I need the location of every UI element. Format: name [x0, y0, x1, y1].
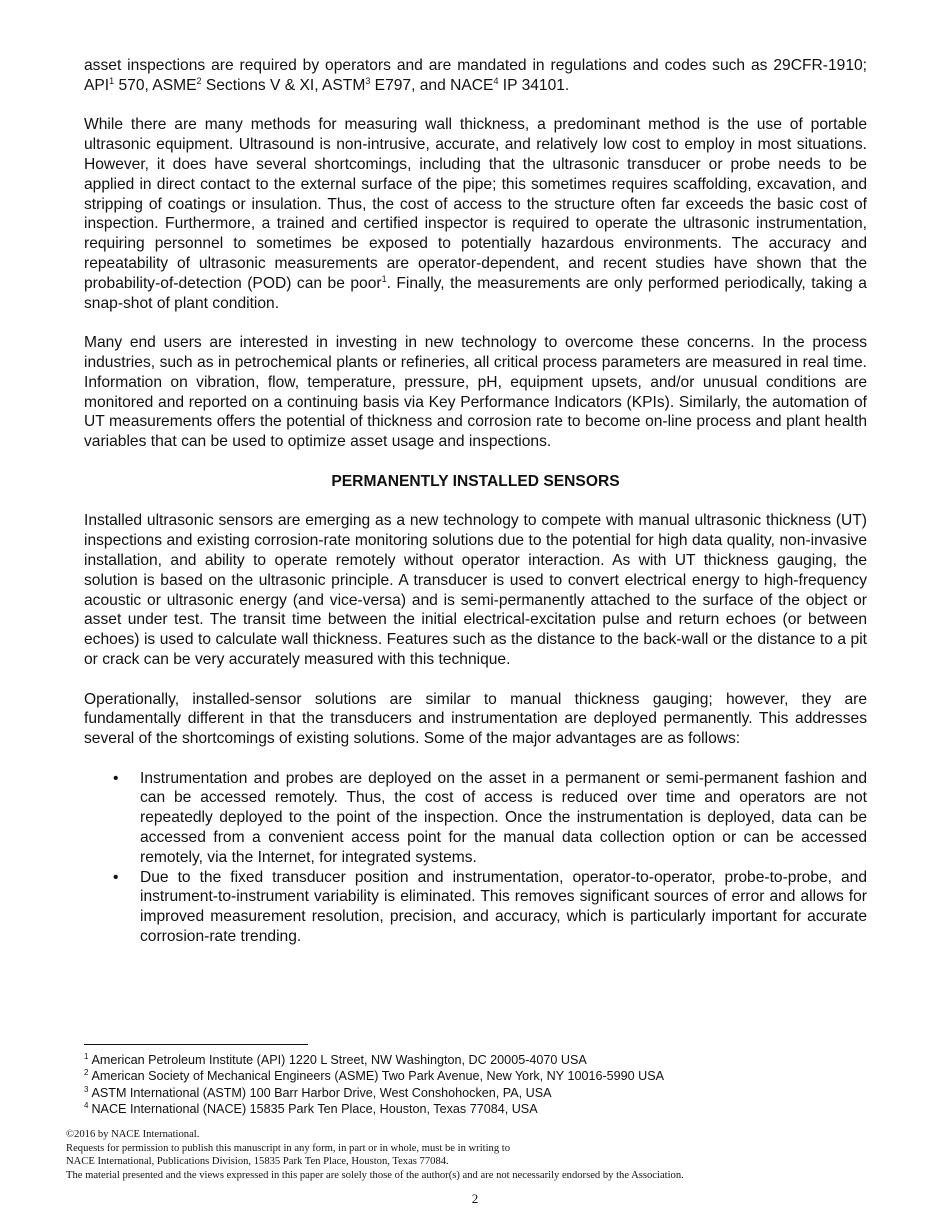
footnote-mark: 2	[84, 1068, 89, 1078]
footnote-ref: 1	[109, 75, 115, 86]
copyright-line: ©2016 by NACE International.	[66, 1129, 200, 1140]
footnote-ref: 2	[196, 75, 202, 86]
section-heading: PERMANENTLY INSTALLED SENSORS	[331, 472, 620, 490]
footnote	[84, 1085, 664, 1101]
footnote-text: American Society of Mechanical Engineers (ASME) Two Park Avenue, New York, NY 10016-5990 USA	[91, 1069, 665, 1084]
paragraph: While there are many methods for measuring wall thickness, a predominant method is the use of portable ultrasonic equipment. Ultrasound is non-intrusive, accurate, and relatively low cost to employ in most situations. However, it does have several shortcomings, including that the ultrasonic transducer or probe needs to be applied in direct contact to the external surface of the pipe; this sometimes requires scaffolding, excavation, and stripping of coatings or insulation. Thus, the cost of access to the structure often far exceeds the basic cost of inspection. Furthermore, a trained and certified inspector is required to operate the ultrasonic instrumentation, requiring personnel to sometimes be exposed to potentially hazardous environments. The accuracy and repeatability of ultrasonic measurements are operator-dependent, and recent studies have shown that the probability-of-detection (POD) can be poor$^1$. Finally, the measurements are only performed periodically, taking a snap-shot of plant condition.	[84, 116, 867, 312]
page-number: 2	[471, 1191, 479, 1206]
list-item	[84, 868, 867, 947]
bullet-icon: •	[113, 769, 119, 787]
footnote-divider	[84, 1044, 308, 1045]
copyright-line: Requests for permission to publish this manuscript in any form, in part or in whole, must be in writing to	[66, 1142, 511, 1154]
paragraph: Operationally, installed-sensor solutions are similar to manual thickness gauging; however, they are fundamentally different in that the transducers and instrumentation are deployed permanently. This addresses several of the shortcomings of existing solutions. Some of the major advantages are as follows:	[84, 690, 867, 748]
footnote-text: American Petroleum Institute (API) 1220 L Street, NW Washington, DC 20005-4070 USA	[91, 1053, 587, 1067]
footnote-mark: 1	[84, 1052, 89, 1061]
paragraph: asset inspections are required by operators and are mandated in regulations and codes such as 29CFR-1910; API$^1$ 570, ASME$^2$ Sections V & XI, ASTM$^3$ E797, and NACE$^4$ IP 34101.	[84, 57, 867, 94]
footnote-ref: 3	[365, 75, 371, 86]
copyright-notice	[66, 1128, 684, 1182]
footnote	[84, 1101, 664, 1117]
footnote-text: ASTM International (ASTM) 100 Barr Harbor Drive, West Conshohocken, PA, USA	[91, 1085, 552, 1100]
copyright-line: The material presented and the views expressed in this paper are solely those of the author(s) and are not necessarily endorsed by the Association.	[66, 1169, 684, 1181]
footnotes	[84, 1052, 664, 1118]
advantages-list	[84, 769, 867, 947]
footnote-mark: 4	[84, 1101, 89, 1111]
bullet-icon: •	[113, 868, 119, 886]
footnote-mark: 3	[84, 1084, 89, 1094]
main-text	[84, 56, 867, 947]
footnote	[84, 1068, 664, 1084]
list-item-text: Instrumentation and probes are deployed on the asset in a permanent or semi-permanent fashion and can be accessed remotely. Thus, the cost of access is reduced over time and operators are not repeatedly deployed to the point of the inspection. Once the instrumentation is deployed, data can be accessed from a convenient access point for the manual data collection option or can be accessed remotely, via the Internet, for integrated systems.	[140, 769, 867, 866]
footnote-ref: 4	[493, 75, 499, 86]
paragraph: Installed ultrasonic sensors are emerging as a new technology to compete with manual ultrasonic thickness (UT) inspections and existing corrosion-rate monitoring solutions due to the potential for high data quality, non-invasive installation, and ability to operate remotely without operator interaction. As with UT thickness gauging, the solution is based on the ultrasonic principle. A transducer is used to convert electrical energy to high-frequency acoustic or ultrasonic energy (and vice-versa) and is semi-permanently attached to the surface of the object or asset under test. The transit time between the initial electrical-excitation pulse and return echoes (or between echoes) is used to calculate wall thickness. Features such as the distance to the back-wall or the distance to a pit or crack can be very accurately measured with this technique.	[84, 512, 867, 668]
list-item-text: Due to the fixed transducer position and instrumentation, operator-to-operator, probe-to-probe, and instrument-to-instrument variability is eliminated. This removes significant sources of error and allows for improved measurement resolution, precision, and accuracy, which is particularly important for accurate corrosion-rate trending.	[140, 868, 867, 946]
list-item	[84, 769, 867, 868]
paragraph: Many end users are interested in investing in new technology to overcome these concerns. In the process industries, such as in petrochemical plants or refineries, all critical process parameters are measured in real time. Information on vibration, flow, temperature, pressure, pH, equipment upsets, and/or unusual conditions are monitored and reported on a continuing basis via Key Performance Indicators (KPIs). Similarly, the automation of UT measurements offers the potential of thickness and corrosion rate to become on-line process and plant health variables that can be used to optimize asset usage and inspections.	[84, 334, 867, 451]
footnote-text: NACE International (NACE) 15835 Park Ten Place, Houston, Texas 77084, USA	[91, 1102, 538, 1117]
copyright-line: NACE International, Publications Division, 15835 Park Ten Place, Houston, Texas 77084.	[66, 1156, 449, 1168]
footnote-ref: 1	[381, 273, 387, 284]
footnote	[84, 1052, 664, 1068]
